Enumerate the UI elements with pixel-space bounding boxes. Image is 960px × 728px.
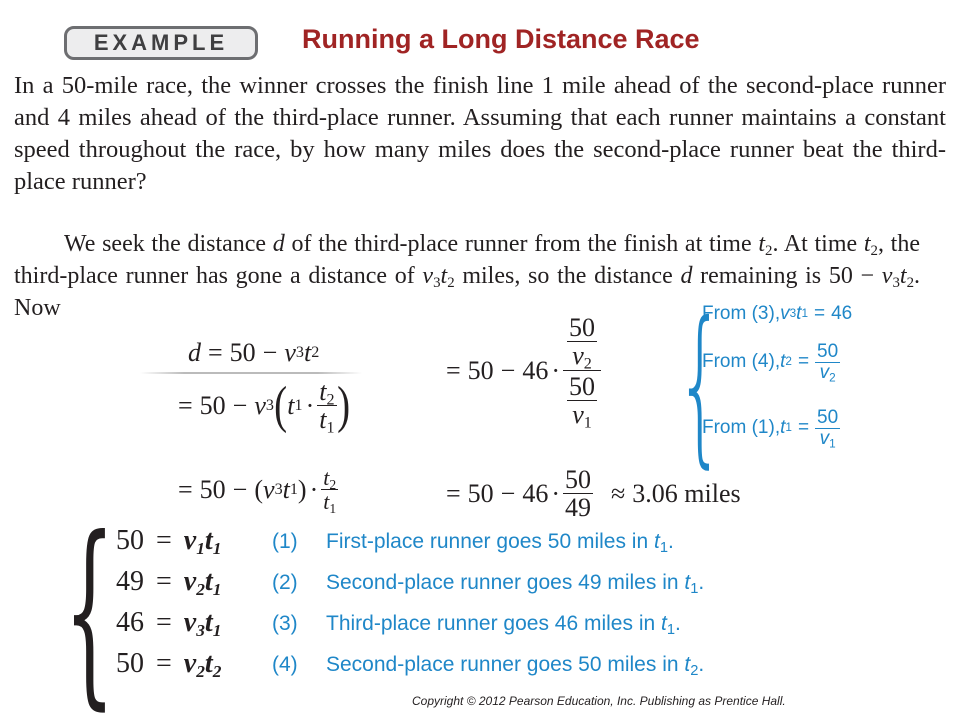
notes-brace: {	[676, 286, 725, 484]
note-from-4: From (4), t 2 = $\frac{50}{v_2}$	[702, 341, 839, 385]
page-title: Running a Long Distance Race	[302, 24, 700, 54]
equation-line-3: = 50 − ( v 3 t 1 ) · $\frac{t_2}{t_1}$	[178, 465, 337, 516]
system-brace: {	[64, 495, 115, 728]
problem-statement: In a 50-mile race, the winner crosses the finish line 1 mile ahead of the second-place runner and 4 miles ahead of the third-place runner. Assuming that each runner maintains a constant speed throughout the race, by how many miles does the second-place runner beat the third-place runner?	[14, 72, 946, 195]
system-equation-2: 49 = $v_2t_1$	[116, 566, 222, 599]
note-from-3: From (3), v 3 t 1 = 46	[702, 303, 853, 324]
system-equation-3: 46 = $v_3t_1$	[116, 607, 222, 640]
system-equation-4: 50 = $v_2t_2$	[116, 648, 222, 681]
final-answer: 3.06 miles	[632, 478, 741, 508]
equation-line-1: d = 50 − v 3 t 2	[188, 338, 320, 367]
system-description-2: (2) Second-place runner goes 49 miles in $t_1$.	[272, 571, 705, 598]
system-description-1: (1) First-place runner goes 50 miles in $t_1$.	[272, 530, 674, 557]
underline-divider	[140, 372, 362, 374]
solution-intro: We seek the distance d of the third-place runner from the finish at time $t_2$. At time $t_2$, the third-place runner has gone a distance of $v_3t_2$ miles, so the distance d remaining is $50 - v_3t_2$. Now	[14, 231, 921, 321]
system-description-3: (3) Third-place runner goes 46 miles in $t_1$.	[272, 612, 681, 639]
equation-line-4: = 50 − 46 · $\frac{\frac{50}{v_2}}{\frac{50}{v_1}}$	[446, 314, 601, 428]
system-equation-1: 50 = $v_1t_1$	[116, 525, 222, 558]
copyright-notice: Copyright © 2012 Pearson Education, Inc. Publishing as Prentice Hall.	[412, 694, 786, 708]
example-badge: EXAMPLE	[64, 26, 258, 60]
system-description-4: (4) Second-place runner goes 50 miles in $t_2$.	[272, 653, 705, 680]
note-from-1: From (1), t 1 = $\frac{50}{v_1}$	[702, 407, 839, 451]
equation-line-5: = 50 − 46 · $\frac{50}{49}$ ≈ 3.06 miles	[446, 465, 741, 523]
equation-line-2: = 50 − v 3 ( t 1 · $\frac{t_2}{t_1}$ )	[178, 376, 350, 437]
